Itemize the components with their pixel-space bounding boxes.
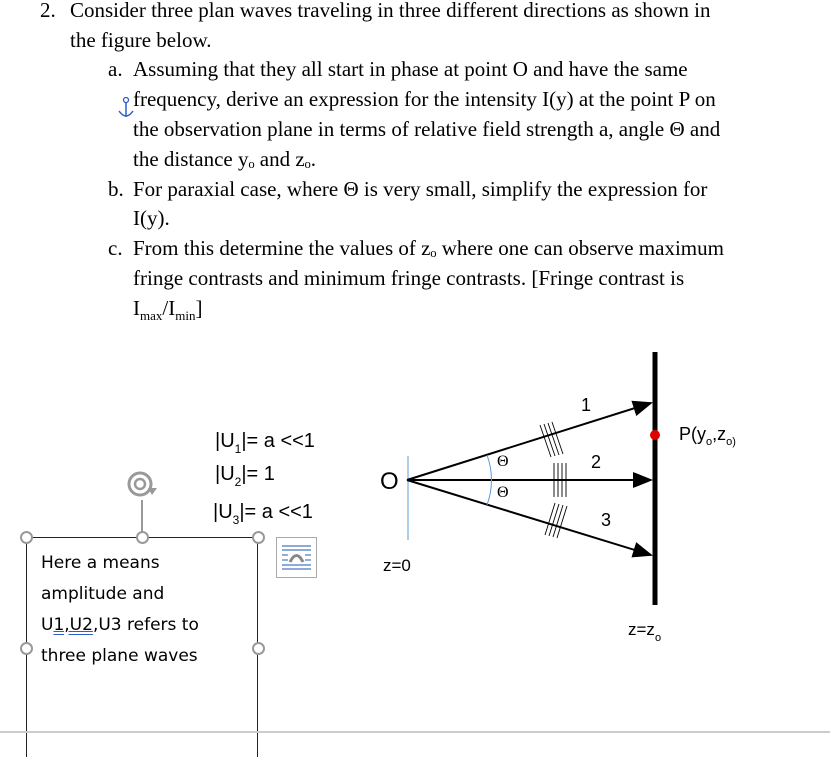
wave-label-1: 1 (581, 395, 592, 415)
textbox-line: three plane waves (41, 646, 198, 666)
rotate-handle-icon[interactable] (124, 468, 160, 502)
point-p (650, 430, 660, 440)
part-b-label: b. (108, 177, 124, 201)
anchor-icon[interactable] (117, 96, 135, 122)
wave-3-arrow (407, 480, 651, 555)
part-b-line: For paraxial case, where Θ is very small, simplify the expression for (133, 177, 708, 201)
text-box[interactable] (26, 537, 258, 757)
z0-label: z=0 (383, 556, 411, 575)
question-intro: Consider three plan waves traveling in three different directions as shown in (70, 0, 711, 22)
resize-handle-right[interactable] (252, 642, 265, 655)
part-c-label: c. (108, 236, 123, 260)
layout-options-icon[interactable] (276, 537, 318, 579)
zo-label: $z=z_o$ (628, 620, 662, 644)
wavefronts-1 (540, 422, 563, 457)
part-a-line: frequency, derive an expression for the intensity I(y) at the point P on (133, 87, 716, 111)
theta-upper: Θ (497, 453, 509, 470)
point-p-label: $P(y_o,z_{o)}$ (679, 424, 736, 448)
fringe-contrast-formula: $I_{max}/I_{min}$] (133, 296, 203, 324)
textbox-line: Here a means (41, 553, 160, 573)
resize-handle-top[interactable] (136, 531, 149, 544)
part-c-line: fringe contrasts and minimum fringe contrasts. [Fringe contrast is (133, 266, 685, 290)
resize-handle-left[interactable] (20, 642, 33, 655)
wavefronts-3 (545, 503, 567, 538)
part-c-line: From this determine the values of zₒ where one can observe maximum (133, 236, 724, 260)
wave-label-3: 3 (601, 510, 612, 530)
origin-label: O (380, 468, 399, 495)
part-a-label: a. (108, 57, 123, 81)
theta-lower: Θ (497, 484, 509, 501)
textbox-line: amplitude and (41, 584, 165, 604)
eq-u3: $|U_3|= a <<1$ (213, 501, 313, 527)
eq-u2: $|U_2|= 1$ (215, 463, 275, 489)
resize-handle-top-right[interactable] (252, 531, 265, 544)
resize-handle-top-left[interactable] (20, 531, 33, 544)
part-a-line: the observation plane in terms of relative field strength a, angle Θ and (133, 117, 721, 141)
grammar-underline: 1,U2 (53, 615, 93, 635)
question-number: 2. (40, 0, 56, 22)
eq-u1: $|U_1|= a <<1$ (215, 430, 315, 456)
question-intro-2: the figure below. (70, 28, 212, 52)
textbox-line: U1,U2,U3 refers to (41, 615, 199, 635)
part-b-line: I(y). (133, 206, 170, 230)
wave-label-2: 2 (591, 452, 602, 472)
part-a-line: the distance yₒ and zₒ. (133, 147, 316, 171)
part-a-line: Assuming that they all start in phase at point O and have the same (133, 57, 688, 81)
wave-1-arrow (407, 403, 651, 480)
